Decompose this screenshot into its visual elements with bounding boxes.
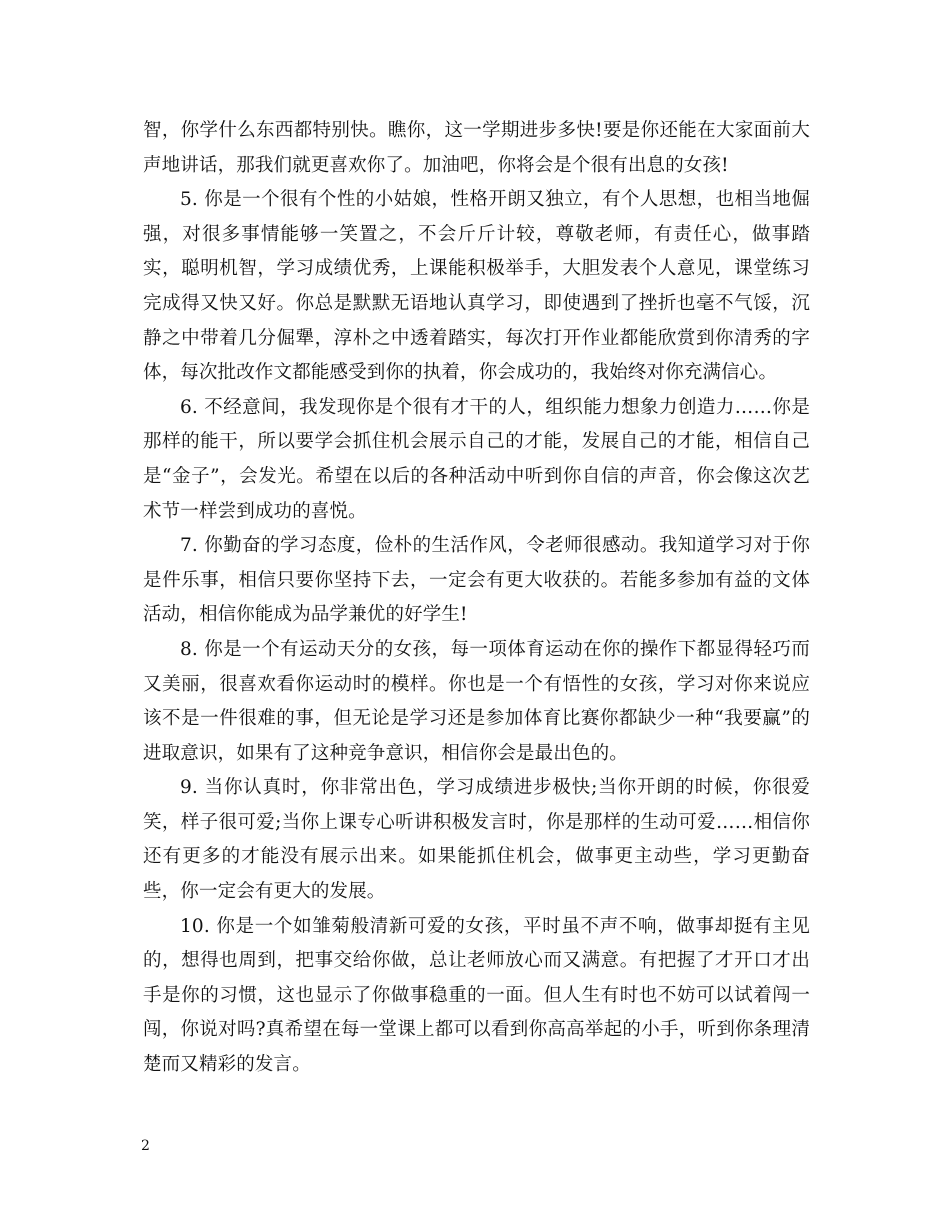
page-number: 2 [141, 1138, 150, 1154]
paragraph-item-10: 10. 你是一个如雏菊般清新可爱的女孩，平时虽不声不响，做事却挺有主见的，想得也周到，把事交给你做，总让老师放心而又满意。有把握了才开口才出手是你的习惯，这也显示了你做事稳重的一面。但人生有时也不妨可以试着闯一闯，你说对吗?真希望在每一堂课上都可以看到你高高举起的小手，听到你条理清楚而又精彩的发言。 [143, 915, 810, 1076]
paragraph-item-5: 5. 你是一个很有个性的小姑娘，性格开朗又独立，有个人思想，也相当地倔强，对很多事情能够一笑置之，不会斤斤计较，尊敬老师，有责任心，做事踏实，聪明机智，学习成绩优秀，上课能积极举手，大胆发表个人意见，课堂练习完成得又快又好。你总是默默无语地认真学习，即使遇到了挫折也毫不气馁，沉静之中带着几分倔犟，淳朴之中透着踏实，每次打开作业都能欣赏到你清秀的字体，每次批改作文都能感受到你的执着，你会成功的，我始终对你充满信心。 [143, 189, 810, 384]
paragraph-continued: 智，你学什么东西都特别快。瞧你，这一学期进步多快!要是你还能在大家面前大声地讲话，那我们就更喜欢你了。加油吧，你将会是个很有出息的女孩! [143, 120, 810, 176]
document-body [143, 114, 810, 1083]
paragraph-item-7: 7. 你勤奋的学习态度，俭朴的生活作风，令老师很感动。我知道学习对于你是件乐事，相信只要你坚持下去，一定会有更大收获的。若能多参加有益的文体活动，相信你能成为品学兼优的好学生! [143, 535, 810, 626]
paragraph-item-6: 6. 不经意间，我发现你是个很有才干的人，组织能力想象力创造力……你是那样的能干，所以要学会抓住机会展示自己的才能，发展自己的才能，相信自己是“金子”，会发光。希望在以后的各种活动中听到你自信的声音，你会像这次艺术节一样尝到成功的喜悦。 [143, 396, 810, 522]
paragraph-item-9: 9. 当你认真时，你非常出色，学习成绩进步极快;当你开朗的时候，你很爱笑，样子很可爱;当你上课专心听讲积极发言时，你是那样的生动可爱……相信你还有更多的才能没有展示出来。如果能抓住机会，做事更主动些，学习更勤奋些，你一定会有更大的发展。 [143, 777, 810, 903]
paragraph-item-8: 8. 你是一个有运动天分的女孩，每一项体育运动在你的操作下都显得轻巧而又美丽，很喜欢看你运动时的模样。你也是一个有悟性的女孩，学习对你来说应该不是一件很难的事，但无论是学习还是参加体育比赛你都缺少一种“我要赢”的进取意识，如果有了这种竞争意识，相信你会是最出色的。 [143, 638, 810, 764]
